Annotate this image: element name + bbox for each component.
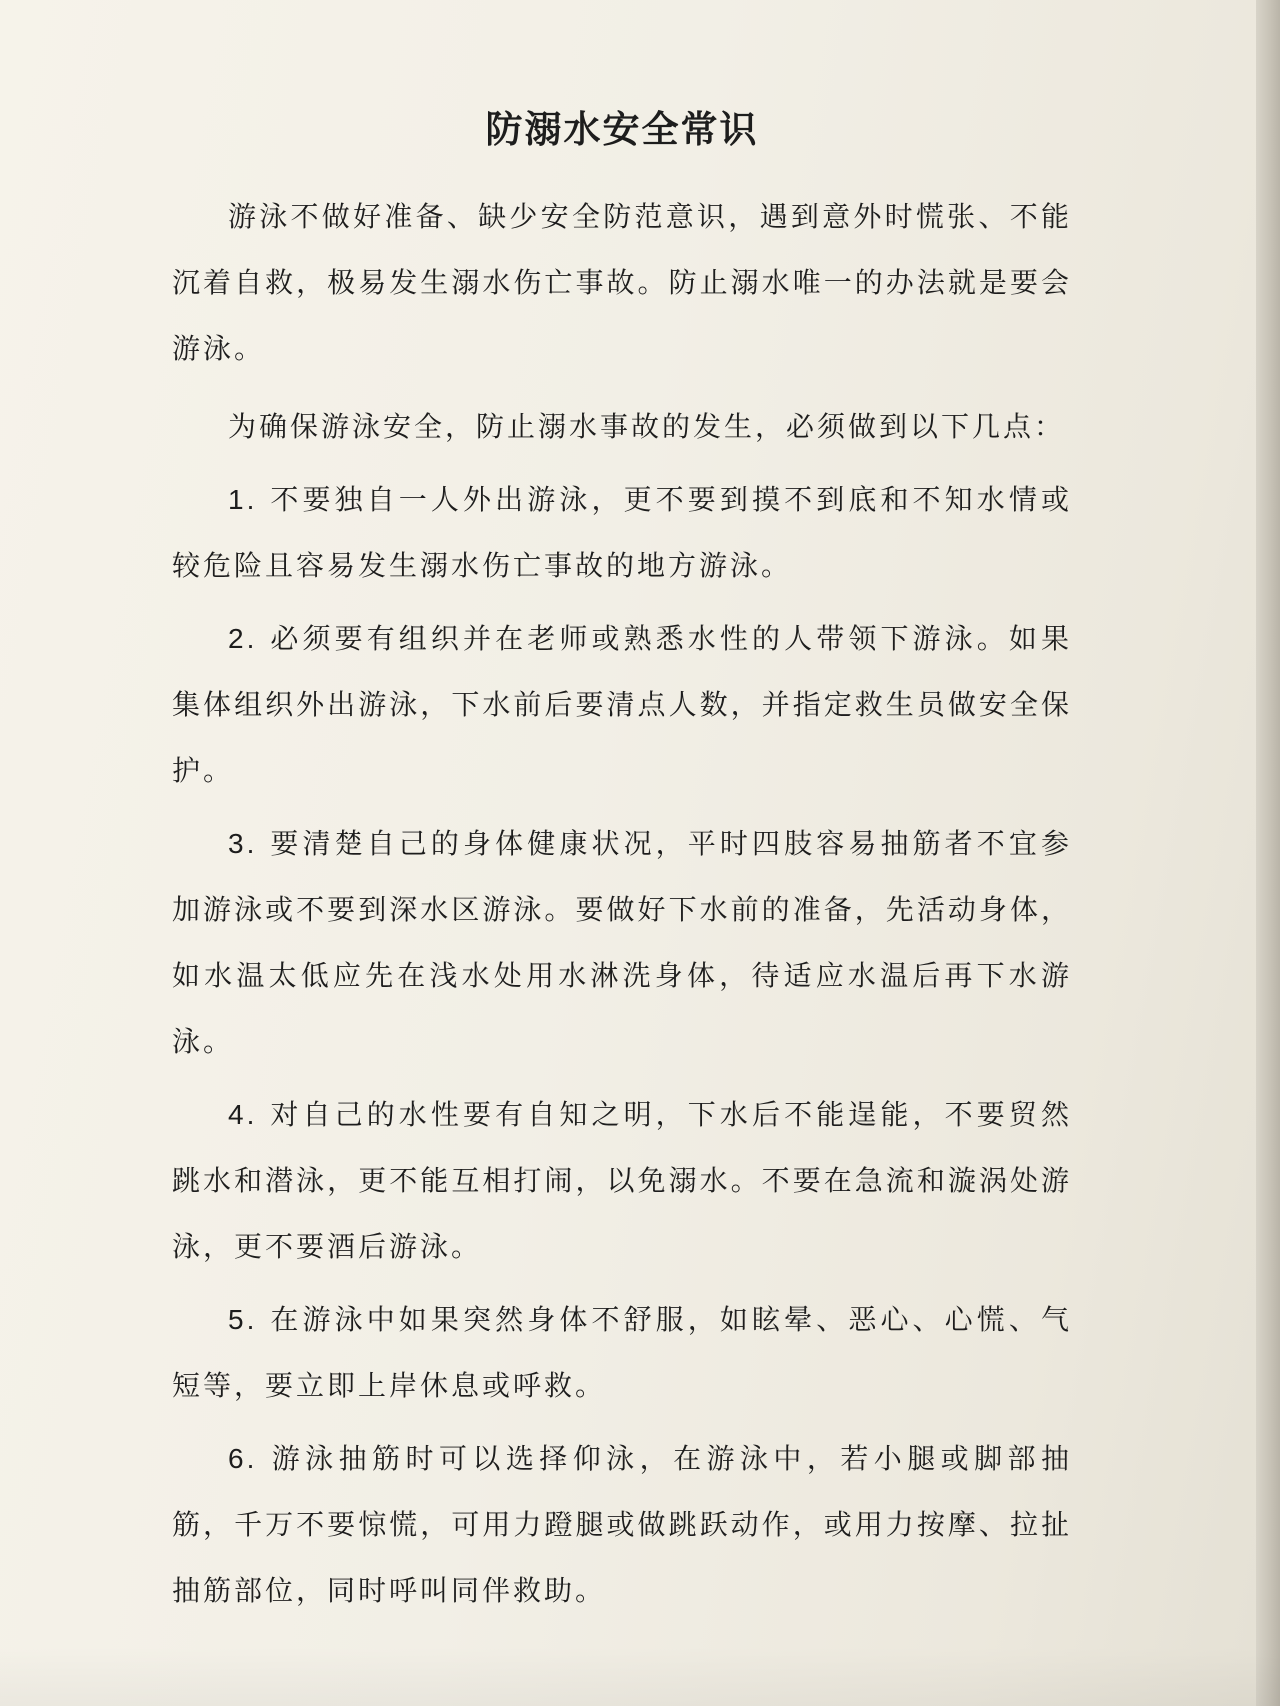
page-edge	[1256, 0, 1280, 1706]
rule-item-1	[172, 467, 1072, 599]
rule-number: 3.	[228, 828, 258, 859]
rule-item-4	[172, 1082, 1072, 1280]
rule-text: 不要独自一人外出游泳，更不要到摸不到底和不知水情或较危险且容易发生溺水伤亡事故的地方游泳。	[172, 483, 1072, 582]
rule-item-6	[172, 1426, 1072, 1624]
rule-number: 4.	[228, 1099, 258, 1130]
rule-number: 6.	[228, 1443, 258, 1474]
rule-number: 1.	[228, 484, 258, 515]
rule-item-3	[172, 811, 1072, 1075]
rule-text: 对自己的水性要有自知之明，下水后不能逞能，不要贸然跳水和潜泳，更不能互相打闹，以免溺水。不要在急流和漩涡处游泳，更不要酒后游泳。	[172, 1098, 1072, 1263]
rule-item-5	[172, 1287, 1072, 1419]
rule-number: 2.	[228, 623, 258, 654]
document-title: 防溺水安全常识	[485, 108, 759, 151]
rule-number: 5.	[228, 1304, 258, 1335]
rule-text: 游泳抽筋时可以选择仰泳，在游泳中，若小腿或脚部抽筋，千万不要惊慌，可用力蹬腿或做跳跃动作，或用力按摩、拉扯抽筋部位，同时呼叫同伴救助。	[172, 1442, 1072, 1607]
rule-text: 必须要有组织并在老师或熟悉水性的人带领下游泳。如果集体组织外出游泳，下水前后要清点人数，并指定救生员做安全保护。	[172, 622, 1072, 787]
bottom-shadow	[0, 1646, 1280, 1706]
lead-paragraph: 为确保游泳安全，防止溺水事故的发生，必须做到以下几点：	[228, 410, 1066, 443]
intro-paragraph: 游泳不做好准备、缺少安全防范意识，遇到意外时慌张、不能沉着自救，极易发生溺水伤亡事故。防止溺水唯一的办法就是要会游泳。	[172, 200, 1072, 365]
rule-item-2	[172, 606, 1072, 804]
rule-text: 在游泳中如果突然身体不舒服，如眩晕、恶心、心慌、气短等，要立即上岸休息或呼救。	[172, 1303, 1072, 1402]
rule-text: 要清楚自己的身体健康状况，平时四肢容易抽筋者不宜参加游泳或不要到深水区游泳。要做好下水前的准备，先活动身体，如水温太低应先在浅水处用水淋洗身体，待适应水温后再下水游泳。	[172, 827, 1072, 1058]
document-body	[172, 96, 1072, 1631]
